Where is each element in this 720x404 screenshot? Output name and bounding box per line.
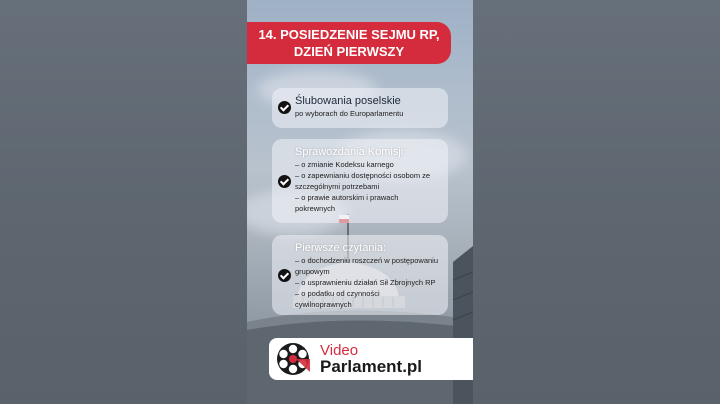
card-line: po wyborach do Europarlamentu — [295, 109, 404, 118]
check-icon — [278, 101, 291, 114]
banner-line-1: 14. POSIEDZENIE SEJMU RP, — [258, 27, 440, 42]
agenda-card-committee-reports — [272, 139, 448, 223]
logo-word-parlament: Parlament.pl — [320, 357, 423, 376]
card-title: Ślubowania poselskie — [295, 95, 401, 107]
card-line: – o prawie autorskim i prawach — [295, 193, 399, 202]
card-line: pokrewnych — [295, 204, 336, 213]
agenda-card-first-readings — [272, 235, 448, 315]
check-icon — [278, 269, 291, 282]
blurred-background-right — [473, 0, 720, 404]
card-line: – o zmianie Kodeksu karnego — [295, 160, 394, 169]
card-line: grupowym — [295, 267, 330, 276]
videoparlament-logo — [269, 338, 473, 380]
card-line: – o usprawnieniu działań Sił Zbrojnych RP — [295, 278, 436, 287]
card-line: – o podatku od czynności — [295, 289, 380, 298]
logo-word-video: Video — [320, 342, 359, 359]
card-line: cywilnoprawnych — [295, 300, 352, 309]
card-title: Pierwsze czytania: — [295, 242, 387, 254]
banner-line-2: DZIEŃ PIERWSZY — [293, 44, 405, 59]
card-line: – o zapewnianiu dostępności osobom ze — [295, 171, 431, 180]
episode-title-banner — [247, 22, 451, 64]
check-icon — [278, 175, 291, 188]
video-frame — [247, 0, 473, 404]
blurred-background-left — [0, 0, 247, 404]
card-line: – o dochodzeniu roszczeń w postępowaniu — [295, 256, 439, 265]
card-title: Sprawozdania Komisji: — [295, 146, 407, 158]
card-line: szczególnymi potrzebami — [295, 182, 380, 191]
film-reel-icon — [276, 342, 310, 376]
agenda-card-oaths — [272, 88, 448, 128]
